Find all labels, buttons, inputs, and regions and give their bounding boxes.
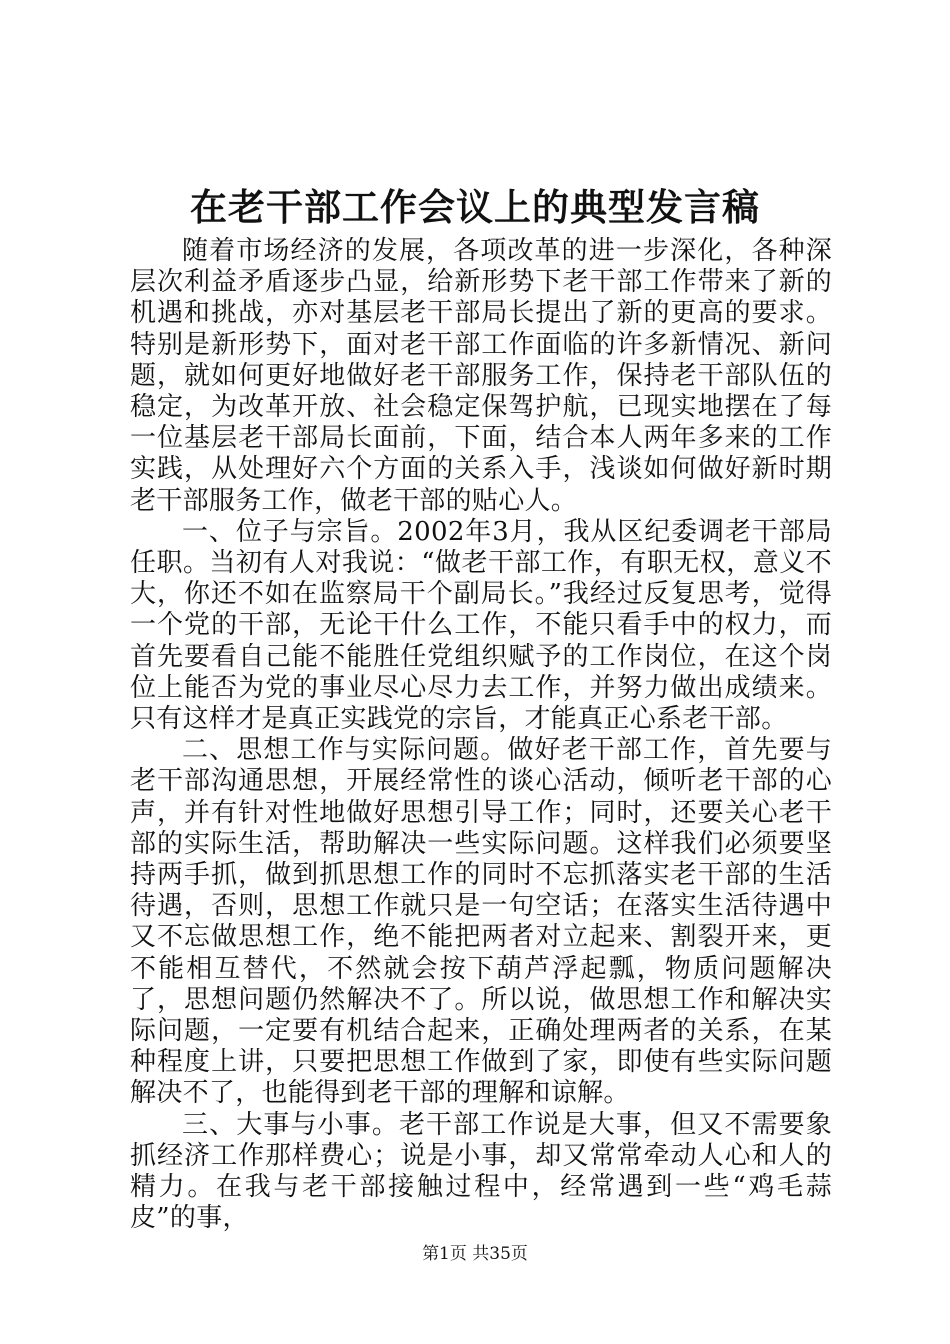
document-body xyxy=(130,236,832,1235)
paragraph-section-3: 三、大事与小事。老干部工作说是大事，但又不需要象抓经济工作那样费心；说是小事，却又常常牵动人心和人的精力。在我与老干部接触过程中，经常遇到一些“鸡毛蒜皮”的事， xyxy=(130,1109,832,1234)
page-number-footer: 第1页 共35页 xyxy=(422,1244,528,1264)
paragraph-section-2: 二、思想工作与实际问题。做好老干部工作，首先要与老干部沟通思想，开展经常性的谈心活动，倾听老干部的心声，并有针对性地做好思想引导工作；同时，还要关心老干部的实际生活，帮助解决一些实际问题。这样我们必须要坚持两手抓，做到抓思想工作的同时不忘抓落实老干部的生活待遇，否则，思想工作就只是一句空话；在落实生活待遇中又不忘做思想工作，绝不能把两者对立起来、割裂开来，更不能相互替代，不然就会按下葫芦浮起瓢，物质问题解决了，思想问题仍然解决不了。所以说，做思想工作和解决实际问题，一定要有机结合起来，正确处理两者的关系，在某种程度上讲，只要把思想工作做到了家，即使有些实际问题解决不了，也能得到老干部的理解和谅解。 xyxy=(130,735,832,1109)
paragraph-section-1: 一、位子与宗旨。2002年3月，我从区纪委调老干部局任职。当初有人对我说：“做老干部工作，有职无权，意义不大，你还不如在监察局干个副局长。”我经过反复思考，觉得一个党的干部，无论干什么工作，不能只看手中的权力，而首先要看自己能不能胜任党组织赋予的工作岗位，在这个岗位上能否为党的事业尽心尽力去工作，并努力做出成绩来。只有这样才是真正实践党的宗旨，才能真正心系老干部。 xyxy=(130,516,832,735)
paragraph-intro: 随着市场经济的发展，各项改革的进一步深化，各种深层次利益矛盾逐步凸显，给新形势下老干部工作带来了新的机遇和挑战，亦对基层老干部局长提出了新的更高的要求。特别是新形势下，面对老干部工作面临的许多新情况、新问题，就如何更好地做好老干部服务工作，保持老干部队伍的稳定，为改革开放、社会稳定保驾护航，已现实地摆在了每一位基层老干部局长面前，下面，结合本人两年多来的工作实践，从处理好六个方面的关系入手，浅谈如何做好新时期老干部服务工作，做老干部的贴心人。 xyxy=(130,236,832,516)
document-title: 在老干部工作会议上的典型发言稿 xyxy=(190,185,760,229)
